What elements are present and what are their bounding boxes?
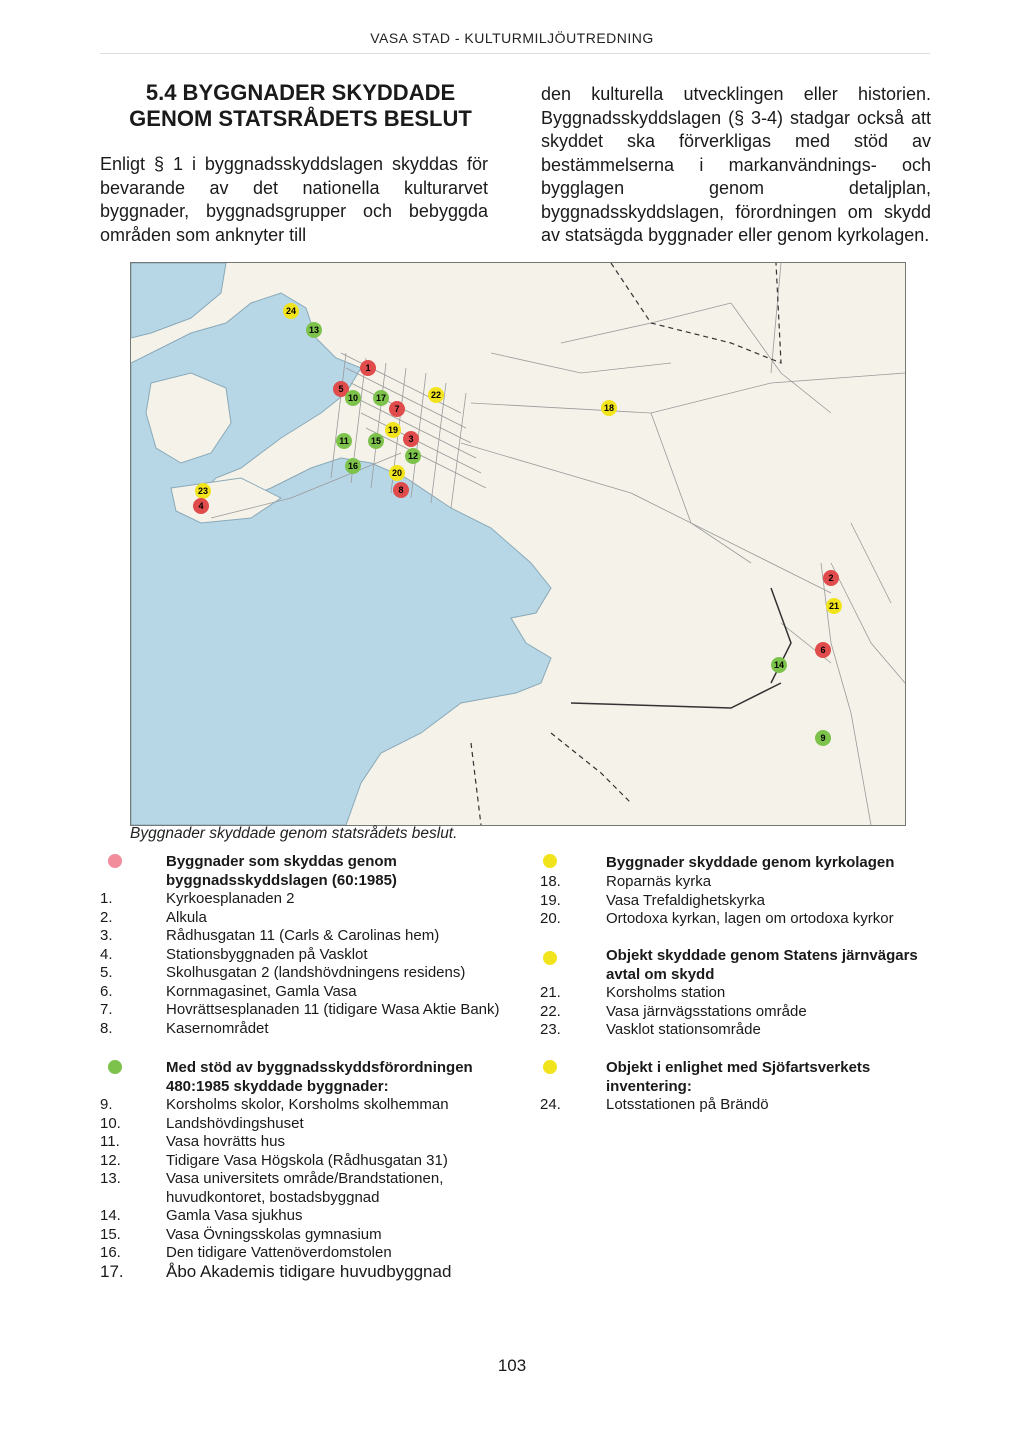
legend-group-heading: Objekt skyddade genom Statens järnvägars avtal om skydd <box>606 947 918 983</box>
section-title: 5.4 BYGGNADER SKYDDADE GENOM STATSRÅDETS BESLUT <box>129 80 472 131</box>
marker-22 <box>428 387 444 403</box>
legend-item-number: 20. <box>540 910 561 927</box>
legend-left-column <box>100 850 520 1290</box>
marker-4 <box>193 498 209 514</box>
legend-item-text: Kyrkoesplanaden 2 <box>166 890 295 907</box>
legend-item-number: 23. <box>540 1021 561 1038</box>
svg-text:3: 3 <box>408 434 414 444</box>
svg-text:12: 12 <box>407 451 419 461</box>
legend-item-number: 1. <box>100 890 113 907</box>
legend-item-number: 10. <box>100 1114 121 1132</box>
legend-item-number: 2. <box>100 908 113 926</box>
legend-item-text: Korsholms station <box>606 984 726 1001</box>
map-caption: Byggnader skyddade genom statsrådets beslut. <box>130 825 458 842</box>
legend-group-heading: Objekt i enlighet med Sjöfartsverkets inventering: <box>606 1059 871 1095</box>
svg-text:21: 21 <box>828 601 840 611</box>
legend-item-number: 6. <box>100 982 113 1000</box>
legend-item-text: Vasa Övningsskolas gymnasium <box>166 1225 382 1243</box>
legend-item-text: Vasa Trefaldighetskyrka <box>606 891 765 909</box>
svg-text:10: 10 <box>347 393 359 403</box>
svg-text:14: 14 <box>773 660 785 670</box>
legend-item-text: Tidigare Vasa Högskola (Rådhusgatan 31) <box>166 1151 448 1169</box>
legend-item-text: Vasa universitets område/Brandstationen, huvudkontoret, bostadsbyggnad <box>166 1170 444 1206</box>
marker-2 <box>823 570 839 586</box>
marker-9 <box>815 730 831 746</box>
legend-group-heading: Med stöd av byggnadsskyddsförordningen 480:1985 skyddade byggnader: <box>166 1059 473 1095</box>
legend-item-number: 16. <box>100 1244 121 1261</box>
svg-text:18: 18 <box>603 403 615 413</box>
legend-item-text: Hovrättsesplanaden 11 (tidigare Wasa Aktie Bank) <box>166 1001 500 1018</box>
legend-item-text: Åbo Akademis tidigare huvudbyggnad <box>166 1262 452 1281</box>
legend-item-number: 17. <box>100 1262 124 1281</box>
marker-11 <box>336 433 352 449</box>
legend-item-number: 13. <box>100 1170 121 1187</box>
svg-text:24: 24 <box>285 306 297 316</box>
svg-text:5: 5 <box>338 384 344 394</box>
legend-item-number: 14. <box>100 1207 121 1224</box>
page-number: 103 <box>497 1356 527 1375</box>
legend-item-number: 21. <box>540 984 561 1001</box>
legend-green-dot <box>108 1060 122 1074</box>
legend-item-text: Alkula <box>166 908 207 926</box>
svg-text:7: 7 <box>394 404 400 414</box>
body-paragraph-left: Enligt § 1 i byggnadsskyddslagen skyddas för bevarande av det nationella kulturarvet byggnader, byggnadsgrupper och bebyggda områden som anknyter till <box>100 154 488 245</box>
legend-item-text: Vasklot stationsområde <box>606 1021 761 1038</box>
svg-text:15: 15 <box>370 436 382 446</box>
legend-yellow-dot <box>543 1060 557 1074</box>
legend-item-number: 12. <box>100 1151 121 1169</box>
legend-item-text: Landshövdingshuset <box>166 1114 304 1132</box>
legend-item-number: 5. <box>100 964 113 981</box>
svg-text:11: 11 <box>339 436 349 446</box>
marker-6 <box>815 642 831 658</box>
marker-13 <box>306 322 322 338</box>
legend-right-column <box>540 852 940 1122</box>
legend-item-number: 3. <box>100 927 113 944</box>
marker-7 <box>389 401 405 417</box>
running-header: VASA STAD - KULTURMILJÖUTREDNING <box>370 30 654 46</box>
legend-item-number: 7. <box>100 1001 113 1018</box>
legend-item-number: 8. <box>100 1019 113 1037</box>
svg-text:17: 17 <box>375 393 387 403</box>
legend-item-text: Kornmagasinet, Gamla Vasa <box>166 982 357 1000</box>
body-paragraph-right: den kulturella utvecklingen eller historien. Byggnadsskyddslagen (§ 3-4) stadgar också att skyddet ska förverkligas med stöd av bestämmelserna i markanvändnings- och bygglagen genom detaljplan, byggnadsskyddslagen, förordningen om skydd av statsägda byggnader eller genom kyrkolagen. <box>541 84 931 245</box>
svg-text:8: 8 <box>398 485 404 495</box>
marker-15 <box>368 433 384 449</box>
marker-21 <box>826 598 842 614</box>
legend-group-heading: Byggnader skyddade genom kyrkolagen <box>606 854 895 871</box>
legend-item-text: Lotsstationen på Brändö <box>606 1096 769 1113</box>
svg-text:23: 23 <box>197 486 209 496</box>
legend-item-number: 15. <box>100 1225 121 1243</box>
marker-20 <box>389 465 405 481</box>
legend-item-number: 18. <box>540 873 561 890</box>
marker-19 <box>385 422 401 438</box>
legend-item-text: Rådhusgatan 11 (Carls & Carolinas hem) <box>166 927 440 944</box>
legend-item-text: Korsholms skolor, Korsholms skolhemman <box>166 1096 449 1113</box>
header-divider <box>100 53 930 54</box>
marker-24 <box>283 303 299 319</box>
legend-item-number: 19. <box>540 891 561 909</box>
marker-23 <box>195 483 211 499</box>
marker-1 <box>360 360 376 376</box>
legend-item-number: 11. <box>100 1133 120 1150</box>
marker-14 <box>771 657 787 673</box>
legend-item-number: 22. <box>540 1002 561 1020</box>
marker-18 <box>601 400 617 416</box>
svg-text:4: 4 <box>198 501 204 511</box>
svg-text:16: 16 <box>347 461 359 471</box>
legend-item-text: Vasa järnvägsstations område <box>606 1002 807 1020</box>
svg-text:9: 9 <box>820 733 826 743</box>
legend-group-heading: Byggnader som skyddas genom byggnadsskyddslagen (60:1985) <box>166 853 397 889</box>
legend-item-text: Vasa hovrätts hus <box>166 1133 285 1150</box>
legend-item-text: Stationsbyggnaden på Vasklot <box>166 945 368 963</box>
city-map <box>130 262 906 826</box>
legend-item-number: 4. <box>100 945 113 963</box>
marker-10 <box>345 390 361 406</box>
legend-yellow-dot <box>543 951 557 965</box>
marker-8 <box>393 482 409 498</box>
marker-3 <box>403 431 419 447</box>
svg-text:13: 13 <box>308 325 320 335</box>
svg-text:19: 19 <box>387 425 399 435</box>
marker-17 <box>373 390 389 406</box>
legend-item-text: Roparnäs kyrka <box>606 873 712 890</box>
svg-text:6: 6 <box>820 645 826 655</box>
svg-text:1: 1 <box>365 363 371 373</box>
svg-text:20: 20 <box>391 468 403 478</box>
map-graphic <box>131 263 905 825</box>
svg-text:2: 2 <box>828 573 834 583</box>
legend-item-text: Gamla Vasa sjukhus <box>166 1207 303 1224</box>
legend-item-text: Ortodoxa kyrkan, lagen om ortodoxa kyrkor <box>606 910 894 927</box>
legend-yellow-dot <box>543 854 557 868</box>
legend-item-number: 9. <box>100 1096 113 1113</box>
legend-item-number: 24. <box>540 1096 561 1113</box>
marker-12 <box>405 448 421 464</box>
marker-16 <box>345 458 361 474</box>
legend-item-text: Skolhusgatan 2 (landshövdningens residens) <box>166 964 466 981</box>
legend-item-text: Den tidigare Vattenöverdomstolen <box>166 1244 392 1261</box>
legend-pink-dot <box>108 854 122 868</box>
legend-item-text: Kasernområdet <box>166 1019 269 1037</box>
svg-text:22: 22 <box>430 390 442 400</box>
